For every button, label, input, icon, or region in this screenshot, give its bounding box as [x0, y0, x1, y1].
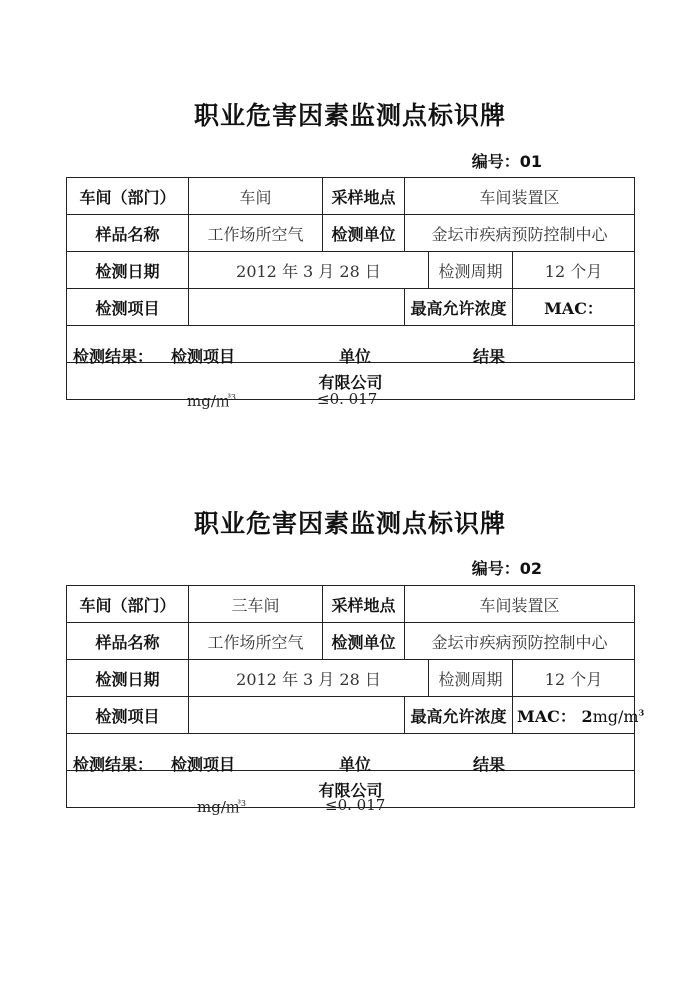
mac-value: 2: [581, 706, 593, 726]
testing-unit-value: 金坛市疾病预防控制中心: [405, 623, 635, 660]
test-cycle-label: 检测周期: [429, 252, 513, 289]
card-1-title: 职业危害因素监测点标识牌: [193, 101, 506, 130]
results-unit-header: 单位: [339, 755, 372, 774]
sampling-site-label: 采样地点: [323, 178, 405, 215]
row-workshop: [67, 586, 635, 623]
result-unit-sup: 3: [240, 799, 246, 808]
workshop-value: 车间: [189, 178, 323, 215]
sample-name-label: 样品名称: [67, 623, 189, 660]
row-sample: [67, 623, 635, 660]
card-2-table: [66, 585, 645, 816]
mac-unit-sup: 3: [638, 707, 645, 718]
mac-cell: [513, 289, 635, 326]
test-item-label: 检测项目: [67, 289, 189, 326]
row-item: [67, 289, 635, 326]
test-item-value: [189, 289, 405, 326]
results-item-header: 检测项目: [171, 347, 236, 366]
workshop-value: 三车间: [189, 586, 323, 623]
row-results: [67, 326, 635, 363]
row-date: [67, 252, 635, 289]
card-2-title: 职业危害因素监测点标识牌: [193, 509, 506, 538]
result-value: ≤0. 017: [317, 390, 378, 408]
row-sample: [67, 215, 635, 252]
result-unit-sup: 3: [230, 393, 236, 402]
row-date: [67, 660, 635, 697]
mac-label: MAC：: [544, 298, 603, 318]
sampling-site-label: 采样地点: [323, 586, 405, 623]
test-date-value: 2012 年 3 月 28 日: [189, 660, 429, 697]
footer-company: 有限公司: [67, 771, 635, 808]
result-unit: [197, 796, 246, 817]
results-result-header: 结果: [473, 347, 506, 366]
testing-unit-value: 金坛市疾病预防控制中心: [405, 215, 635, 252]
workshop-label: 车间（部门）: [67, 178, 189, 215]
row-workshop: [67, 178, 635, 215]
card-1-table: [66, 177, 635, 410]
max-conc-label: 最高允许浓度: [405, 289, 513, 326]
sampling-site-value: 车间装置区: [405, 586, 635, 623]
workshop-label: 车间（部门）: [67, 586, 189, 623]
result-unit-text: mg/㎥: [197, 798, 241, 816]
result-value: ≤0. 017: [325, 796, 386, 814]
mac-unit: mg/m: [592, 706, 639, 726]
card-2-number: 编号：02: [471, 559, 542, 578]
row-item: [67, 697, 635, 734]
test-item-value: [189, 697, 405, 734]
results-unit-header: 单位: [339, 347, 372, 366]
sample-name-value: 工作场所空气: [189, 215, 323, 252]
test-cycle-value: 12 个月: [513, 252, 635, 289]
sample-name-label: 样品名称: [67, 215, 189, 252]
results-label: 检测结果：: [73, 347, 154, 366]
test-date-label: 检测日期: [67, 660, 189, 697]
mac-cell: [513, 697, 645, 734]
result-unit-text: mg/㎥: [187, 392, 231, 410]
test-item-label: 检测项目: [67, 697, 189, 734]
row-results: [67, 734, 635, 771]
results-item-header: 检测项目: [171, 755, 236, 774]
result-unit: [187, 390, 236, 411]
test-cycle-value: 12 个月: [513, 660, 635, 697]
test-cycle-label: 检测周期: [429, 660, 513, 697]
results-result-header: 结果: [473, 755, 506, 774]
footer-company: 有限公司: [67, 363, 635, 400]
test-date-value: 2012 年 3 月 28 日: [189, 252, 429, 289]
mac-label: MAC：: [517, 706, 576, 726]
testing-unit-label: 检测单位: [323, 623, 405, 660]
sampling-site-value: 车间装置区: [405, 178, 635, 215]
results-label: 检测结果：: [73, 755, 154, 774]
sample-name-value: 工作场所空气: [189, 623, 323, 660]
max-conc-label: 最高允许浓度: [405, 697, 513, 734]
card-1-number: 编号：01: [471, 152, 542, 171]
testing-unit-label: 检测单位: [323, 215, 405, 252]
test-date-label: 检测日期: [67, 252, 189, 289]
